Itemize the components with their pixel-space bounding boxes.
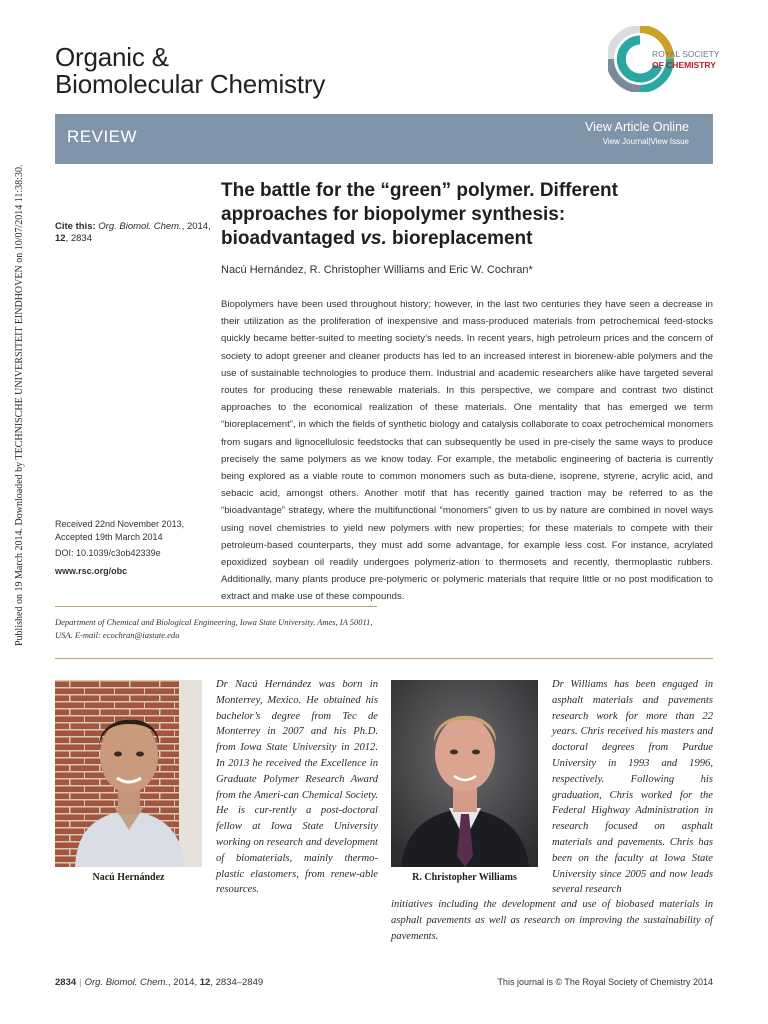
journal-name-line1: Organic &: [55, 42, 169, 72]
rsc-logo[interactable]: [608, 26, 728, 92]
download-stamp: Published on 19 March 2014. Downloaded by TECHNISCHE UNIVERSITEIT EINDHOVEN on 10/07/2014 11:38:30.: [14, 164, 25, 646]
cite-year: , 2014,: [181, 221, 211, 232]
doi[interactable]: DOI: 10.1039/c3ob42339e: [55, 548, 161, 558]
author-photo-williams: [391, 680, 538, 867]
page-footer-citation: [55, 977, 263, 988]
view-article-online-link[interactable]: View Article Online: [585, 120, 689, 134]
affiliation-divider: [55, 606, 377, 607]
bio-divider: [55, 658, 713, 659]
view-issue-link[interactable]: View Issue: [650, 137, 689, 146]
journal-name: [55, 44, 325, 98]
footer-volume: 12: [199, 977, 211, 988]
logo-line2: OF CHEMISTRY: [652, 60, 716, 70]
title-vs: vs.: [360, 228, 387, 249]
author-bio-williams-continued: initiatives including the development and use of biobased materials in asphalt pavements as well as research on improving the sustainability of pavements.: [391, 899, 713, 942]
article-type-banner: [55, 114, 713, 164]
page-number: 2834: [55, 977, 77, 988]
accepted-date: Accepted 19th March 2014: [55, 531, 163, 542]
abstract-text: Biopolymers have been used throughout history; however, in the last two centuries they have seen a decrease in their utilization as the proliferation of inexpensive and mass-produced materials from petrochemical feed-stocks quickly became better-suited to meeting society’s needs. In recent years, high petroleum prices and the concern of society to adopt greener and cleaner products has led to an increased interest in biorenew-able polymers and the use of sustainable technologies to produce them. Industrial and academic researchers alike have targeted several routes for producing these renewable materials. In this perspective, we compare and contrast two distinct approaches to the economical realization of these materials. One mentality that has emerged we term “bioreplacement”, in which the fields of synthetic biology and catalysis collaborate to coax petrochemical monomers from sugars and lignocellulosic feedstocks that can subsequently be used in pre-cisely the same ways to produce precisely the same polymers as we know today. For example, the metabolic engineering of bacteria is currently being explored as a viable route to common monomers such as buta-diene, isoprene, styrene, acrylic acid, and sebacic acid, amongst others. Another motif that has recently gained traction may be referred to as the “bioadvantage” strategy, where the multifunctional “monomers” given to us by nature are combined in novel ways using novel chemistries to yield new polymers with new properties; for these materials to compete with their petroleum-based counterparts, they must add some advantage, for example less cost. For instance, acrylated epoxidized soybean oil readily undergoes polymeriz-ation to thermosets and recently, thermoplastic rubbers. Additionally, many plants produce pre-polymeric or polymeric materials that require little or no post modification to extract and make use of these compounds.: [221, 299, 713, 603]
article-title: [221, 179, 701, 251]
received-date: Received 22nd November 2013,: [55, 519, 185, 529]
author-affiliation: Department of Chemical and Biological Engineering, Iowa State University, Ames, IA 50011, USA. E-mail: ecochran@iastate.edu: [55, 617, 373, 640]
copyright-notice: This journal is © The Royal Society of Chemistry 2014: [497, 977, 713, 987]
title-part2: bioreplacement: [386, 228, 533, 249]
rsc-logo-icon: [608, 26, 728, 92]
cite-journal: Org. Biomol. Chem.: [98, 221, 182, 232]
citation-block: [55, 221, 215, 245]
footer-journal: Org. Biomol. Chem.: [84, 977, 169, 988]
author-name-williams: R. Christopher Williams: [412, 872, 517, 883]
footer-year: , 2014,: [168, 977, 200, 988]
footer-pages: , 2834–2849: [210, 977, 264, 988]
footer-separator: |: [79, 977, 82, 988]
journal-issue-links: [603, 137, 689, 146]
author-photo-hernandez: [55, 680, 202, 867]
link-separator: |: [648, 137, 651, 146]
article-dates: [55, 518, 220, 560]
journal-name-line2: Biomolecular Chemistry: [55, 69, 326, 99]
author-list: Nacú Hernández, R. Christopher Williams and Eric W. Cochran*: [221, 264, 533, 276]
cite-page: , 2834: [65, 233, 92, 244]
cite-label: Cite this:: [55, 221, 96, 232]
author-bio-hernandez: Dr Nacú Hernández was born in Monterrey, Mexico. He obtained his bachelor’s degree from Tec de Monterrey in 2007 and his Ph.D. from Iowa State University in 2012. In 2013 he received the Excellence in Graduate Polymer Research Award from the Ameri-can Chemical Society. He is cur-rently a post-doctoral fellow at Iowa State University working on research and development of biomaterials, mainly thermo-plastic elastomers, from renew-able resources.: [216, 679, 378, 896]
cite-volume: 12: [55, 233, 66, 244]
title-part1: The battle for the “green” polymer. Different approaches for biopolymer synthesis: bioadvantaged: [221, 180, 618, 249]
logo-line1: ROYAL SOCIETY: [652, 49, 720, 59]
author-bio-williams: Dr Williams has been engaged in asphalt materials and pavements research work for more than 22 years. Chris received his masters and doctoral degrees from Purdue University in 1993 and 1996, respectively. Following his graduation, Chris worked for the Federal Highway Administration in research focused on asphalt materials and pavements. Chris has been on the faculty at Iowa State University since 2005 and now leads several research: [552, 679, 713, 896]
view-journal-link[interactable]: View Journal: [602, 137, 649, 146]
article-type: REVIEW: [67, 127, 138, 146]
author-name-hernandez: Nacú Hernández: [92, 872, 165, 883]
journal-website-link[interactable]: www.rsc.org/obc: [55, 566, 128, 576]
